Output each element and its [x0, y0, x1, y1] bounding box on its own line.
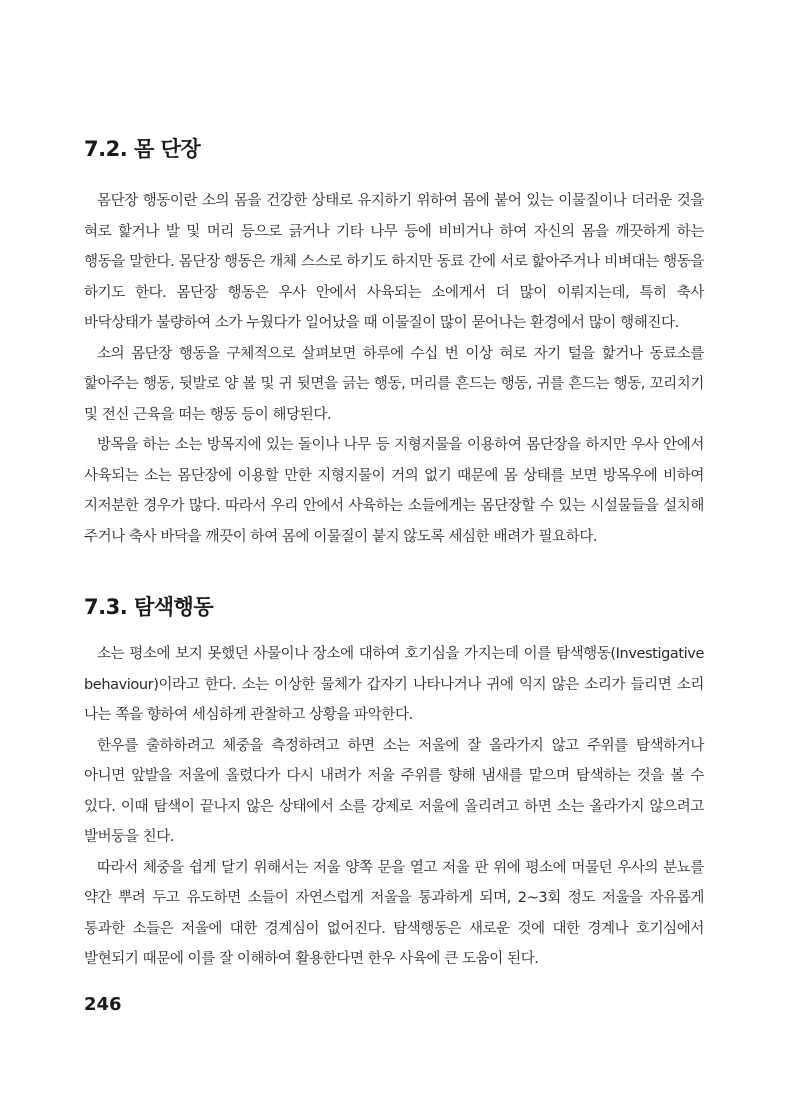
section-grooming	[84, 133, 704, 552]
section-title: 7.2. 몸 단장	[84, 137, 201, 161]
section-body	[84, 639, 704, 975]
section-exploration	[84, 591, 704, 975]
paragraph: 소는 평소에 보지 못했던 사물이나 장소에 대하여 호기심을 가지는데 이를 탐색행동(Investigative behaviour)이라고 한다. 소는 이상한 물체가 갑자기 나타나거나 귀에 익지 않은 소리가 들리면 소리 나는 쪽을 향하여 세심하게 관찰하고 상황을 파악한다.	[84, 646, 704, 723]
page-number: 246	[84, 994, 122, 1015]
section-body	[84, 186, 704, 552]
paragraph: 소의 몸단장 행동을 구체적으로 살펴보면 하루에 수십 번 이상 혀로 자기 털을 핥거나 동료소를 핥아주는 행동, 뒷발로 양 볼 및 귀 뒷면을 긁는 행동, 머리를 흔드는 행동, 귀를 흔드는 행동, 꼬리치기 및 전신 근육을 떠는 행동 등이 해당된다.	[84, 345, 704, 423]
paragraph: 한우를 출하하려고 체중을 측정하려고 하면 소는 저울에 잘 올라가지 않고 주위를 탐색하거나 아니면 앞발을 저울에 올렸다가 다시 내려가 저울 주위를 향해 냄새를 맡으며 탐색하는 것을 볼 수 있다. 이때 탐색이 끝나지 않은 상태에서 소를 강제로 저울에 올리려고 하면 소는 올라가지 않으려고 발버둥을 친다.	[84, 737, 704, 845]
paragraph: 방목을 하는 소는 방목지에 있는 돌이나 나무 등 지형지물을 이용하여 몸단장을 하지만 우사 안에서 사육되는 소는 몸단장에 이용할 만한 지형지물이 거의 없기 때문에 몸 상태를 보면 방목우에 비하여 지저분한 경우가 많다. 따라서 우리 안에서 사육하는 소들에게는 몸단장할 수 있는 시설물들을 설치해 주거나 축사 바닥을 깨끗이 하여 몸에 이물질이 붙지 않도록 세심한 배려가 필요하다.	[84, 437, 704, 545]
section-title: 7.3. 탐색행동	[84, 595, 214, 619]
paragraph: 따라서 체중을 쉽게 달기 위해서는 저울 양쪽 문을 열고 저울 판 위에 평소에 머물던 우사의 분뇨를 약간 뿌려 두고 유도하면 소들이 자연스럽게 저울을 통과하게 되며, 2~3회 정도 저울을 자유롭게 통과한 소들은 저울에 대한 경계심이 없어진다. 탐색행동은 새로운 것에 대한 경계나 호기심에서 발현되기 때문에 이를 잘 이해하여 활용한다면 한우 사육에 큰 도움이 된다.	[84, 859, 704, 967]
paragraph: 몸단장 행동이란 소의 몸을 건강한 상태로 유지하기 위하여 몸에 붙어 있는 이물질이나 더러운 것을 혀로 핥거나 발 및 머리 등으로 긁거나 기타 나무 등에 비비거나 하여 자신의 몸을 깨끗하게 하는 행동을 말한다. 몸단장 행동은 개체 스스로 하기도 하지만 동료 간에 서로 핥아주거나 비벼대는 행동을 하기도 한다. 몸단장 행동은 우사 안에서 사육되는 소에게서 더 많이 이뤄지는데, 특히 축사 바닥상태가 불량하여 소가 누웠다가 일어났을 때 이물질이 많이 묻어나는 환경에서 많이 행해진다.	[84, 193, 704, 331]
